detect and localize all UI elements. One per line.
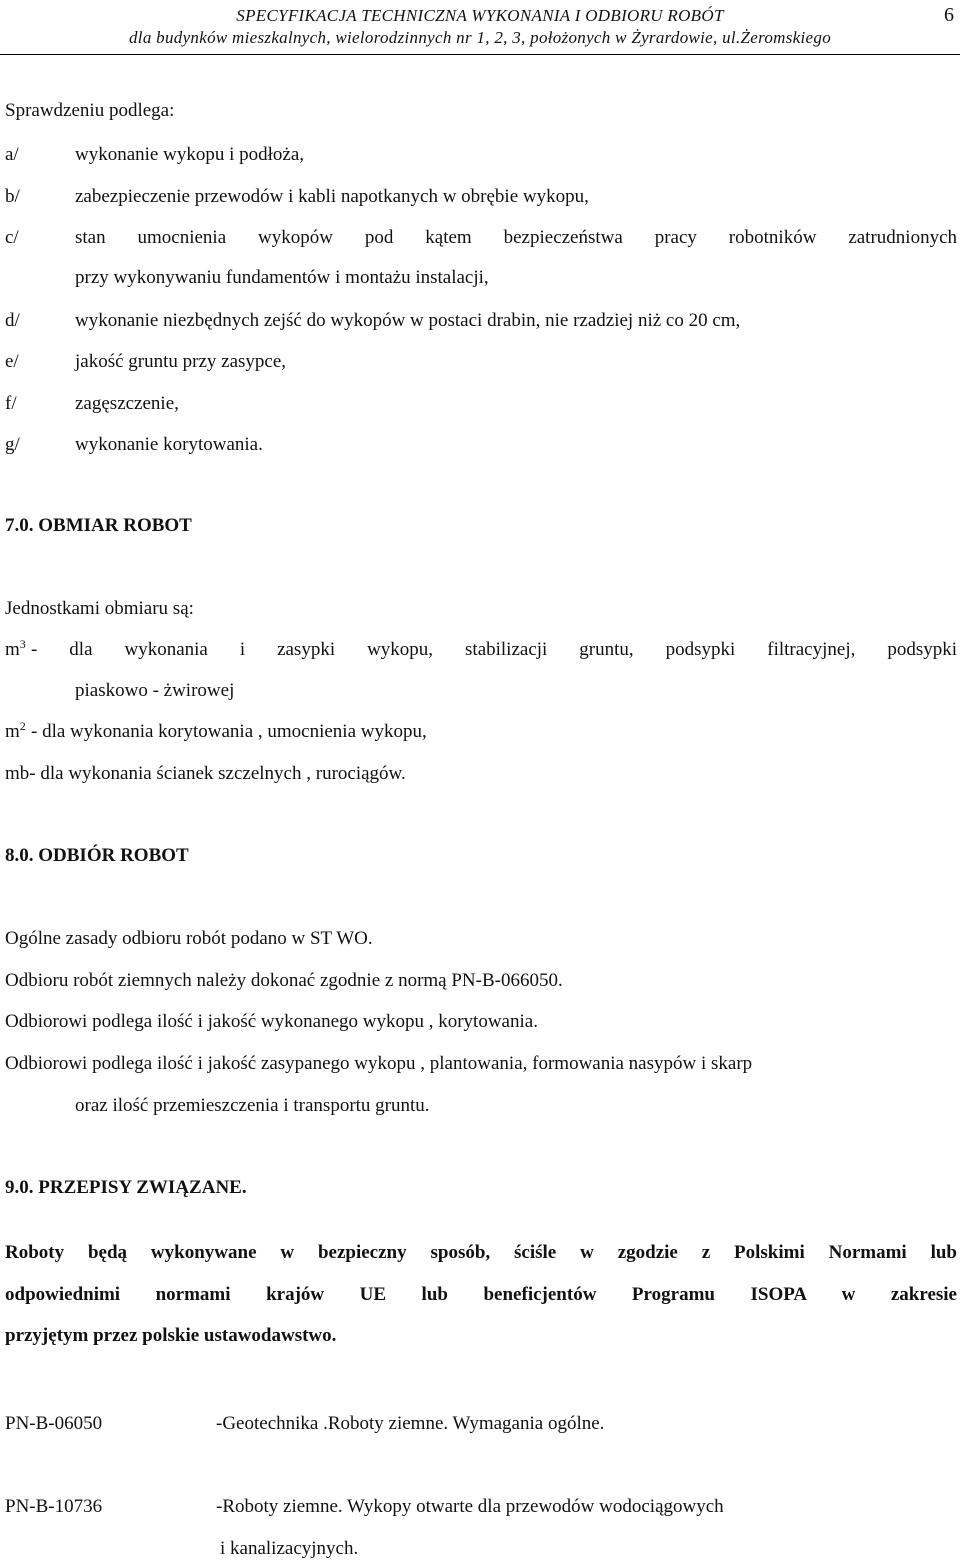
list-item-letter: c/	[5, 227, 19, 248]
unit-m3-letter: m	[5, 639, 20, 660]
acceptance-continuation: oraz ilość przemieszczenia i transportu gruntu.	[75, 1095, 430, 1116]
norm-description: -Geotechnika .Roboty ziemne. Wymagania ogólne.	[216, 1413, 605, 1434]
units-intro: Jednostkami obmiaru są:	[5, 598, 194, 619]
list-item-text: zagęszczenie,	[75, 393, 179, 414]
list-item-letter: e/	[5, 351, 19, 372]
section-heading-obmiar: 7.0. OBMIAR ROBOT	[5, 515, 192, 536]
unit-m2-exponent: 2	[19, 719, 26, 733]
unit-mb-text: mb- dla wykonania ścianek szczelnych , rurociągów.	[5, 763, 406, 784]
list-item-letter: f/	[5, 393, 17, 414]
unit-m3-exponent: 3	[19, 637, 26, 651]
list-item-letter: b/	[5, 186, 20, 207]
header-subtitle: dla budynków mieszkalnych, wielorodzinnych nr 1, 2, 3, położonych w Żyrardowie, ul.Żeromskiego	[129, 28, 831, 47]
list-item-text: wykonanie wykopu i podłoża,	[75, 144, 305, 165]
section-heading-przepisy: 9.0. PRZEPISY ZWIĄZANE.	[5, 1177, 247, 1198]
page-header	[0, 0, 960, 55]
list-item-text: wykonanie korytowania.	[75, 434, 263, 455]
regulations-paragraph-line: przyjętym przez polskie ustawodawstwo.	[5, 1325, 337, 1346]
list-item-text: jakość gruntu przy zasypce,	[75, 351, 287, 372]
regulations-paragraph-line: Roboty będą wykonywane w bezpieczny sposób, ściśle w zgodzie z Polskimi Normami lub	[5, 1242, 957, 1263]
norm-description-continuation: i kanalizacyjnych.	[220, 1538, 359, 1559]
acceptance-line: Odbiorowi podlega ilość i jakość zasypanego wykopu , plantowania, formowania nasypów i skarp	[5, 1053, 753, 1074]
header-title: SPECYFIKACJA TECHNICZNA WYKONANIA I ODBIORU ROBÓT	[236, 6, 724, 25]
list-item-continuation: przy wykonywaniu fundamentów i montażu instalacji,	[75, 267, 489, 288]
list-item-text: zabezpieczenie przewodów i kabli napotkanych w obrębie wykopu,	[75, 186, 589, 207]
unit-m2-text: - dla wykonania korytowania , umocnienia wykopu,	[31, 721, 427, 742]
list-item-letter: g/	[5, 434, 20, 455]
section-heading-odbior: 8.0. ODBIÓR ROBOT	[5, 845, 189, 866]
acceptance-line: Odbiorowi podlega ilość i jakość wykonanego wykopu , korytowania.	[5, 1011, 538, 1032]
check-intro: Sprawdzeniu podlega:	[5, 100, 175, 121]
acceptance-line: Odbioru robót ziemnych należy dokonać zgodnie z normą PN-B-066050.	[5, 970, 563, 991]
unit-m2-letter: m	[5, 721, 20, 742]
norm-code: PN-B-06050	[5, 1413, 103, 1434]
unit-m3-text: - dla wykonania i zasypki wykopu, stabilizacji gruntu, podsypki filtracyjnej, podsypki	[31, 639, 957, 660]
page-number: 6	[944, 4, 954, 26]
unit-m3-label	[5, 637, 26, 660]
acceptance-line: Ogólne zasady odbioru robót podano w ST WO.	[5, 928, 373, 949]
list-item-letter: a/	[5, 144, 19, 165]
unit-m3-continuation: piaskowo - żwirowej	[75, 680, 235, 701]
norm-description: -Roboty ziemne. Wykopy otwarte dla przewodów wodociągowych	[216, 1496, 724, 1517]
regulations-paragraph-line: odpowiednimi normami krajów UE lub beneficjentów Programu ISOPA w zakresie	[5, 1284, 957, 1305]
norm-code: PN-B-10736	[5, 1496, 103, 1517]
list-item-letter: d/	[5, 310, 20, 331]
list-item-text: wykonanie niezbędnych zejść do wykopów w postaci drabin, nie rzadziej niż co 20 cm,	[75, 310, 741, 331]
unit-m2-label	[5, 719, 26, 742]
list-item-text: stan umocnienia wykopów pod kątem bezpieczeństwa pracy robotników zatrudnionych	[75, 227, 957, 248]
